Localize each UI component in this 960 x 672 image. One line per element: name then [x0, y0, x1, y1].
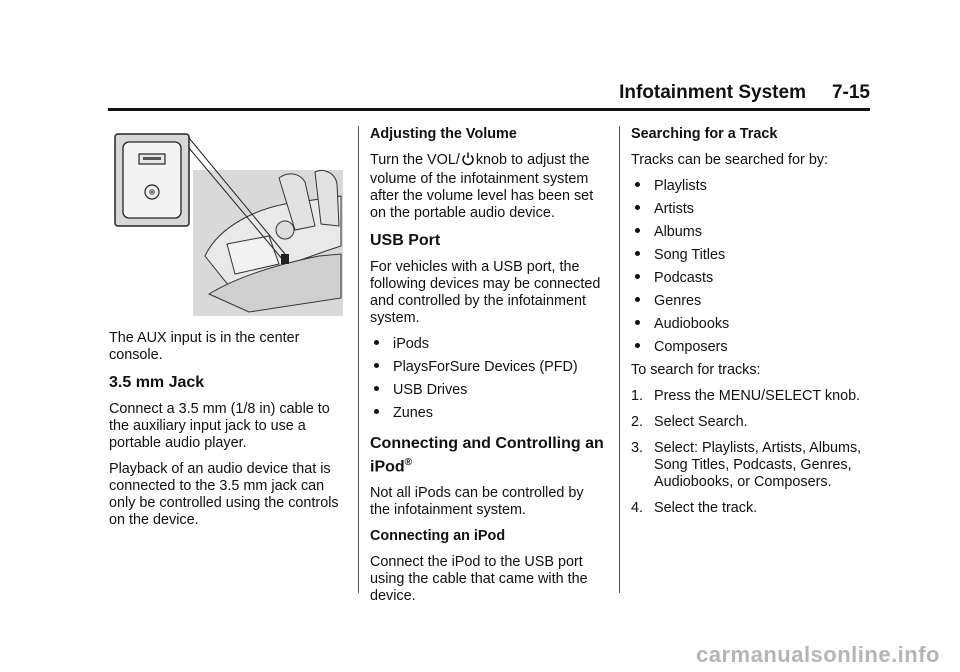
list-item: [631, 293, 867, 310]
bullet-icon: [635, 343, 640, 348]
step-number: 3.: [631, 440, 644, 456]
step-number: 1.: [631, 388, 644, 404]
list-item: [631, 270, 867, 287]
ipod-heading-text: Connecting and Controlling an iPod: [370, 435, 604, 476]
usb-device-list: [370, 336, 606, 422]
step-text: Select Search.: [654, 414, 748, 430]
list-item-text: Albums: [654, 224, 702, 240]
registered-mark: ®: [404, 457, 413, 468]
watermark: carmanualsonline.info: [696, 642, 940, 667]
bullet-icon: [374, 363, 379, 368]
list-item-text: iPods: [393, 336, 429, 352]
console-drawing: [109, 126, 345, 316]
ipod-paragraph: Not all iPods can be controlled by the infotainment system.: [370, 485, 584, 519]
list-item-text: Composers: [654, 339, 728, 355]
jack-paragraph-2: Playback of an audio device that is connected to the 3.5 mm jack can only be controlled using the controls on the device.: [109, 461, 339, 528]
bullet-icon: [635, 274, 640, 279]
list-item: [370, 382, 606, 399]
connect-heading: Connecting an iPod: [370, 528, 506, 545]
step-text: Select the track.: [654, 500, 758, 516]
section-title: Infotainment System: [619, 82, 806, 103]
usb-heading: USB Port: [370, 232, 441, 249]
volume-heading: Adjusting the Volume: [370, 126, 517, 142]
step-text: Select: Playlists, Artists, Albums, Song Titles, Podcasts, Genres, Audiobooks, or Composers.: [654, 440, 862, 490]
page-number: 7-15: [831, 82, 870, 103]
usb-intro: For vehicles with a USB port, the following devices may be connected and controlled by the infotainment system.: [370, 259, 601, 326]
list-item: [370, 336, 606, 353]
list-item-text: Podcasts: [654, 270, 714, 286]
list-item: [631, 388, 867, 405]
power-symbol-icon: [462, 152, 474, 171]
volume-text-pre: Turn the VOL/: [370, 152, 460, 168]
list-item: [631, 224, 867, 241]
volume-paragraph: [370, 152, 606, 222]
bullet-icon: [635, 251, 640, 256]
list-item-text: PlaysForSure Devices (PFD): [393, 359, 578, 375]
bullet-icon: [374, 340, 379, 345]
list-item: [631, 440, 867, 491]
list-item: [631, 500, 867, 517]
volume-text-post: knob to adjust the volume of the infotainment system after the volume level has been set on the portable audio device.: [370, 152, 594, 221]
aux-input-illustration: [109, 126, 345, 316]
bullet-icon: [374, 409, 379, 414]
search-heading: Searching for a Track: [631, 126, 778, 142]
step-number: 2.: [631, 414, 644, 430]
column-2: [370, 126, 606, 614]
column-3: [631, 126, 867, 526]
bullet-icon: [635, 297, 640, 302]
jack-paragraph-1: Connect a 3.5 mm (1/8 in) cable to the auxiliary input jack to use a portable audio player.: [109, 401, 330, 451]
list-item: [370, 405, 606, 422]
list-item-text: Song Titles: [654, 247, 726, 263]
step-text: Press the MENU/SELECT knob.: [654, 388, 861, 404]
bullet-icon: [635, 205, 640, 210]
step-number: 4.: [631, 500, 644, 516]
bullet-icon: [374, 386, 379, 391]
list-item: [631, 316, 867, 333]
list-item-text: Playlists: [654, 178, 707, 194]
jack-heading: 3.5 mm Jack: [109, 374, 205, 391]
search-criteria-list: [631, 178, 867, 356]
aux-caption: The AUX input is in the center console.: [109, 330, 300, 363]
column-divider-2: [619, 126, 620, 593]
list-item-text: USB Drives: [393, 382, 468, 398]
page-header: [108, 80, 870, 111]
list-item: [631, 201, 867, 218]
list-item: [631, 178, 867, 195]
list-item: [631, 247, 867, 264]
list-item-text: Genres: [654, 293, 702, 309]
bullet-icon: [635, 320, 640, 325]
search-intro: Tracks can be searched for by:: [631, 152, 829, 168]
list-item: [370, 359, 606, 376]
list-item-text: Audiobooks: [654, 316, 730, 332]
list-item-text: Artists: [654, 201, 694, 217]
search-steps-list: [631, 388, 867, 517]
list-item: [631, 414, 867, 431]
bullet-icon: [635, 228, 640, 233]
ipod-heading: [370, 434, 606, 476]
list-item-text: Zunes: [393, 405, 433, 421]
column-1: [109, 126, 345, 538]
bullet-icon: [635, 182, 640, 187]
column-divider-1: [358, 126, 359, 593]
list-item: [631, 339, 867, 356]
steps-intro: To search for tracks:: [631, 362, 761, 378]
connect-paragraph: Connect the iPod to the USB port using the cable that came with the device.: [370, 554, 588, 605]
